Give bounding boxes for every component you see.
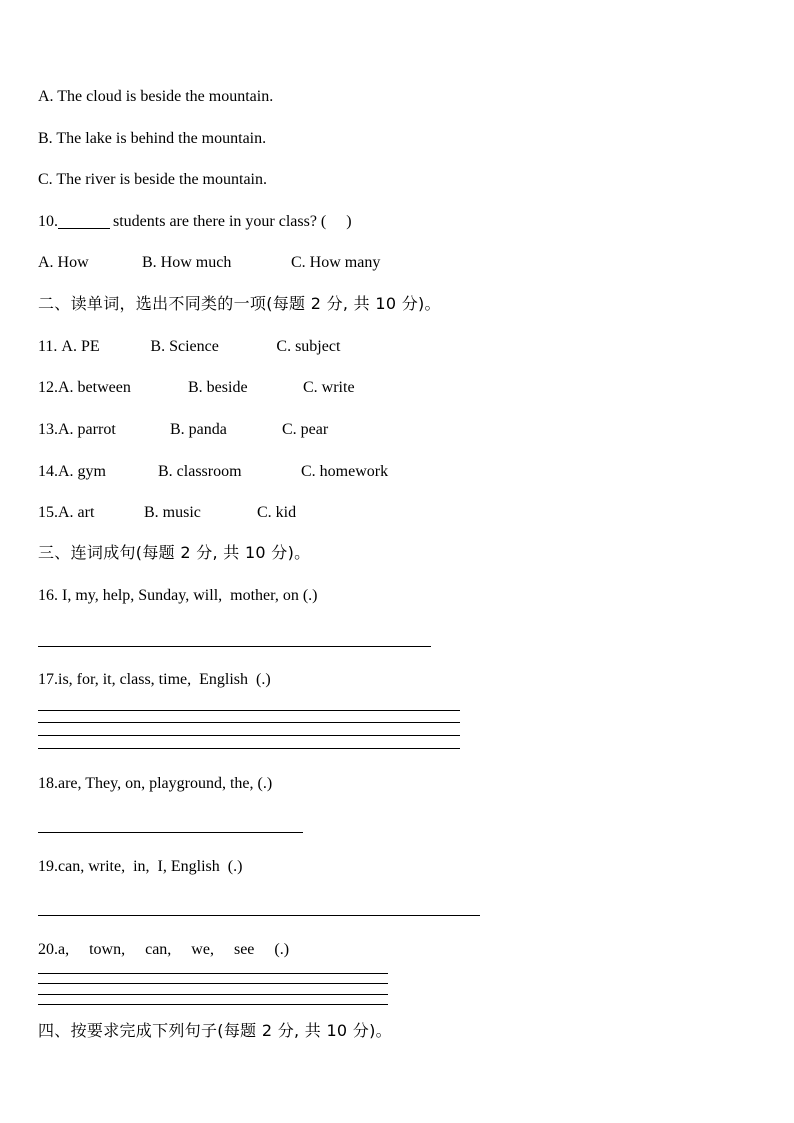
q18-words: are, They, on, playground, the, (.) (58, 775, 273, 792)
q16-answer-line[interactable] (38, 646, 431, 647)
q15-option-c: C. kid (257, 504, 297, 521)
q20-answer-line-2[interactable] (38, 983, 388, 984)
q15-number: 15. (38, 504, 58, 521)
q20-answer-line-3[interactable] (38, 994, 388, 995)
q10-options (38, 253, 380, 273)
q16-number: 16. (38, 587, 58, 604)
q10-text: students are there in your class? ( ) (113, 213, 352, 230)
q20-words: a, town, can, we, see (.) (58, 941, 290, 958)
section2-heading: 二、读单词，选出不同类的一项(每题 2 分, 共 10 分)。 (38, 294, 441, 313)
q14 (38, 462, 388, 482)
section4-heading: 四、按要求完成下列句子(每题 2 分, 共 10 分)。 (38, 1021, 392, 1040)
q13-number: 13. (38, 421, 58, 438)
q17-answer-line-2[interactable] (38, 722, 460, 723)
q13-option-a: A. parrot (58, 421, 116, 438)
q18-answer-line[interactable] (38, 832, 303, 833)
q17-answer-line-4[interactable] (38, 748, 460, 749)
q20 (38, 940, 289, 960)
q11 (38, 337, 340, 357)
q17-answer-line-1[interactable] (38, 710, 460, 711)
q14-option-a: A. gym (58, 463, 106, 480)
q17-answer-line-3[interactable] (38, 735, 460, 736)
q10-option-c: C. How many (291, 254, 381, 271)
q14-option-c: C. homework (301, 463, 389, 480)
q11-option-a: A. PE (61, 338, 100, 355)
q15-option-b: B. music (144, 504, 201, 521)
q16 (38, 586, 317, 606)
q10-number: 10. (38, 213, 58, 230)
q11-option-c: C. subject (276, 338, 341, 355)
q15 (38, 503, 296, 523)
q13 (38, 420, 328, 440)
q14-option-b: B. classroom (158, 463, 242, 480)
q17-number: 17. (38, 671, 58, 688)
q10-answer-blank[interactable] (58, 212, 110, 229)
q11-number: 11. (38, 338, 62, 355)
q13-option-c: C. pear (282, 421, 329, 438)
q17-words: is, for, it, class, time, English (.) (58, 671, 271, 688)
q19-words: can, write, in, I, English (.) (58, 858, 243, 875)
q9-option-a: A. The cloud is beside the mountain. (38, 88, 274, 105)
q19-number: 19. (38, 858, 58, 875)
section3-heading: 三、连词成句(每题 2 分, 共 10 分)。 (38, 543, 311, 562)
q20-answer-line-4[interactable] (38, 1004, 388, 1005)
q19-answer-line[interactable] (38, 915, 480, 916)
q19 (38, 857, 242, 877)
q15-option-a: A. art (58, 504, 95, 521)
q12-option-c: C. write (303, 379, 355, 396)
q20-answer-line-1[interactable] (38, 973, 388, 974)
q10-stem (38, 212, 352, 232)
q11-option-b: B. Science (150, 338, 219, 355)
q18 (38, 774, 272, 794)
q18-number: 18. (38, 775, 58, 792)
q9-option-c: C. The river is beside the mountain. (38, 171, 267, 188)
q13-option-b: B. panda (170, 421, 227, 438)
q17 (38, 670, 271, 690)
q16-words: I, my, help, Sunday, will, mother, on (.) (58, 587, 318, 604)
q12-option-a: A. between (58, 379, 131, 396)
q14-number: 14. (38, 463, 58, 480)
q12 (38, 378, 355, 398)
q9-option-b: B. The lake is behind the mountain. (38, 130, 267, 147)
q10-option-b: B. How much (142, 254, 232, 271)
q20-number: 20. (38, 941, 58, 958)
q10-option-a: A. How (38, 254, 89, 271)
q12-number: 12. (38, 379, 58, 396)
q12-option-b: B. beside (188, 379, 248, 396)
